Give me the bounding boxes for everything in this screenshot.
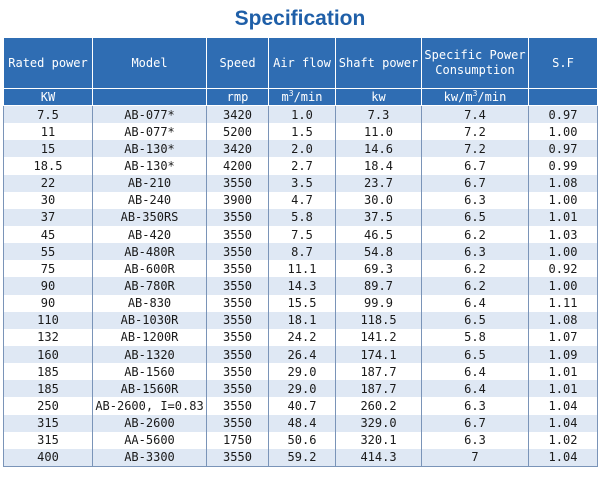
- table-body: [4, 106, 598, 467]
- table-row: [4, 260, 598, 277]
- sf-cell: 1.00: [529, 192, 598, 209]
- spc-cell: 6.5: [422, 346, 529, 363]
- shaft-power-cell: 414.3: [336, 449, 422, 467]
- rated-power-cell: 55: [4, 243, 93, 260]
- air-flow-cell: 29.0: [269, 363, 336, 380]
- speed-cell: 3550: [207, 415, 269, 432]
- table-row: [4, 346, 598, 363]
- spc-cell: 6.5: [422, 312, 529, 329]
- speed-cell: 3550: [207, 277, 269, 294]
- air-flow-cell: 14.3: [269, 277, 336, 294]
- air-flow-cell: 18.1: [269, 312, 336, 329]
- speed-cell: 3420: [207, 140, 269, 157]
- speed-cell: 3550: [207, 397, 269, 414]
- shaft-power-cell: 54.8: [336, 243, 422, 260]
- table-row: [4, 380, 598, 397]
- model-cell: AB-2600: [93, 415, 207, 432]
- table-row: [4, 123, 598, 140]
- speed-cell: 3550: [207, 329, 269, 346]
- spc-cell: 6.4: [422, 295, 529, 312]
- air-flow-cell: 24.2: [269, 329, 336, 346]
- sf-cell: 0.92: [529, 260, 598, 277]
- rated-power-cell: 75: [4, 260, 93, 277]
- rated-power-cell: 185: [4, 380, 93, 397]
- air-flow-cell: 59.2: [269, 449, 336, 467]
- speed-cell: 3900: [207, 192, 269, 209]
- table-row: [4, 397, 598, 414]
- speed-cell: 3550: [207, 295, 269, 312]
- speed-cell: 3550: [207, 243, 269, 260]
- rated-power-cell: 7.5: [4, 106, 93, 124]
- table-row: [4, 192, 598, 209]
- shaft-power-cell: 187.7: [336, 380, 422, 397]
- rated-power-cell: 315: [4, 415, 93, 432]
- sf-cell: 1.04: [529, 397, 598, 414]
- air-flow-cell: 26.4: [269, 346, 336, 363]
- shaft-power-cell: 174.1: [336, 346, 422, 363]
- shaft-power-cell: 11.0: [336, 123, 422, 140]
- table-row: [4, 226, 598, 243]
- speed-cell: 3550: [207, 175, 269, 192]
- rated-power-cell: 185: [4, 363, 93, 380]
- header-speed: Speed: [207, 38, 269, 89]
- sf-cell: 1.04: [529, 449, 598, 467]
- specification-table: [3, 37, 598, 467]
- unit-air-flow: [269, 89, 336, 106]
- rated-power-cell: 315: [4, 432, 93, 449]
- model-cell: AB-350RS: [93, 209, 207, 226]
- sf-cell: 1.00: [529, 243, 598, 260]
- rated-power-cell: 90: [4, 277, 93, 294]
- shaft-power-cell: 7.3: [336, 106, 422, 124]
- model-cell: AB-1560: [93, 363, 207, 380]
- header-shaft-power: Shaft power: [336, 38, 422, 89]
- sf-cell: 1.07: [529, 329, 598, 346]
- air-flow-cell: 15.5: [269, 295, 336, 312]
- speed-cell: 5200: [207, 123, 269, 140]
- sf-cell: 1.01: [529, 363, 598, 380]
- model-cell: AB-1560R: [93, 380, 207, 397]
- air-flow-cell: 11.1: [269, 260, 336, 277]
- spc-cell: 6.3: [422, 192, 529, 209]
- header-rated-power: Rated power: [4, 38, 93, 89]
- unit-spc-base: kw/m: [443, 90, 473, 104]
- spc-cell: 7.2: [422, 140, 529, 157]
- spc-cell: 6.7: [422, 415, 529, 432]
- model-cell: AB-780R: [93, 277, 207, 294]
- unit-air-flow-rest: /min: [293, 90, 323, 104]
- model-cell: AB-1030R: [93, 312, 207, 329]
- header-spc-line1: Specific Power: [424, 48, 526, 62]
- spc-cell: 6.7: [422, 175, 529, 192]
- spc-cell: 7.2: [422, 123, 529, 140]
- air-flow-cell: 29.0: [269, 380, 336, 397]
- model-cell: AB-600R: [93, 260, 207, 277]
- shaft-power-cell: 141.2: [336, 329, 422, 346]
- table-row: [4, 277, 598, 294]
- rated-power-cell: 110: [4, 312, 93, 329]
- sf-cell: 1.00: [529, 277, 598, 294]
- table-row: [4, 243, 598, 260]
- spc-cell: 6.7: [422, 157, 529, 174]
- unit-model: [93, 89, 207, 106]
- header-air-flow: Air flow: [269, 38, 336, 89]
- sf-cell: 0.97: [529, 106, 598, 124]
- sf-cell: 1.01: [529, 209, 598, 226]
- header-specific-power-consumption: [422, 38, 529, 89]
- table-row: [4, 106, 598, 124]
- rated-power-cell: 400: [4, 449, 93, 467]
- shaft-power-cell: 187.7: [336, 363, 422, 380]
- spc-cell: 6.3: [422, 432, 529, 449]
- table-row: [4, 157, 598, 174]
- air-flow-cell: 1.0: [269, 106, 336, 124]
- rated-power-cell: 18.5: [4, 157, 93, 174]
- model-cell: AA-5600: [93, 432, 207, 449]
- shaft-power-cell: 99.9: [336, 295, 422, 312]
- speed-cell: 4200: [207, 157, 269, 174]
- shaft-power-cell: 89.7: [336, 277, 422, 294]
- rated-power-cell: 30: [4, 192, 93, 209]
- model-cell: AB-830: [93, 295, 207, 312]
- table-row: [4, 295, 598, 312]
- unit-spc-exp: 3: [472, 89, 478, 98]
- spc-cell: 7.4: [422, 106, 529, 124]
- model-cell: AB-130*: [93, 140, 207, 157]
- sf-cell: 0.97: [529, 140, 598, 157]
- spc-cell: 6.2: [422, 260, 529, 277]
- air-flow-cell: 2.0: [269, 140, 336, 157]
- shaft-power-cell: 329.0: [336, 415, 422, 432]
- spc-cell: 6.3: [422, 397, 529, 414]
- model-cell: AB-3300: [93, 449, 207, 467]
- speed-cell: 1750: [207, 432, 269, 449]
- sf-cell: 1.03: [529, 226, 598, 243]
- spc-cell: 6.4: [422, 363, 529, 380]
- air-flow-cell: 4.7: [269, 192, 336, 209]
- header-row: [4, 38, 598, 89]
- shaft-power-cell: 18.4: [336, 157, 422, 174]
- table-row: [4, 209, 598, 226]
- rated-power-cell: 22: [4, 175, 93, 192]
- table-row: [4, 415, 598, 432]
- model-cell: AB-1320: [93, 346, 207, 363]
- model-cell: AB-130*: [93, 157, 207, 174]
- spc-cell: 6.4: [422, 380, 529, 397]
- table-row: [4, 432, 598, 449]
- speed-cell: 3420: [207, 106, 269, 124]
- shaft-power-cell: 69.3: [336, 260, 422, 277]
- table-row: [4, 449, 598, 467]
- table-row: [4, 363, 598, 380]
- unit-row: [4, 89, 598, 106]
- header-sf: S.F: [529, 38, 598, 89]
- speed-cell: 3550: [207, 260, 269, 277]
- shaft-power-cell: 23.7: [336, 175, 422, 192]
- shaft-power-cell: 118.5: [336, 312, 422, 329]
- spc-cell: 6.2: [422, 277, 529, 294]
- rated-power-cell: 11: [4, 123, 93, 140]
- sf-cell: 1.09: [529, 346, 598, 363]
- shaft-power-cell: 37.5: [336, 209, 422, 226]
- page-title: Specification: [234, 7, 366, 30]
- spc-cell: 5.8: [422, 329, 529, 346]
- air-flow-cell: 50.6: [269, 432, 336, 449]
- unit-air-flow-base: m: [281, 90, 289, 104]
- unit-speed: rmp: [207, 89, 269, 106]
- sf-cell: 1.04: [529, 415, 598, 432]
- rated-power-cell: 45: [4, 226, 93, 243]
- model-cell: AB-480R: [93, 243, 207, 260]
- model-cell: AB-077*: [93, 123, 207, 140]
- shaft-power-cell: 260.2: [336, 397, 422, 414]
- unit-air-flow-exp: 3: [288, 89, 294, 98]
- table-row: [4, 140, 598, 157]
- sf-cell: 1.00: [529, 123, 598, 140]
- speed-cell: 3550: [207, 346, 269, 363]
- shaft-power-cell: 30.0: [336, 192, 422, 209]
- speed-cell: 3550: [207, 380, 269, 397]
- header-spc-line2: Consumption: [435, 63, 515, 77]
- model-cell: AB-420: [93, 226, 207, 243]
- model-cell: AB-210: [93, 175, 207, 192]
- table-row: [4, 312, 598, 329]
- model-cell: AB-1200R: [93, 329, 207, 346]
- speed-cell: 3550: [207, 449, 269, 467]
- speed-cell: 3550: [207, 226, 269, 243]
- table-row: [4, 329, 598, 346]
- rated-power-cell: 132: [4, 329, 93, 346]
- air-flow-cell: 7.5: [269, 226, 336, 243]
- spc-cell: 7: [422, 449, 529, 467]
- header-model: Model: [93, 38, 207, 89]
- sf-cell: 1.01: [529, 380, 598, 397]
- shaft-power-cell: 320.1: [336, 432, 422, 449]
- shaft-power-cell: 14.6: [336, 140, 422, 157]
- spc-cell: 6.3: [422, 243, 529, 260]
- sf-cell: 1.08: [529, 312, 598, 329]
- air-flow-cell: 2.7: [269, 157, 336, 174]
- sf-cell: 0.99: [529, 157, 598, 174]
- air-flow-cell: 40.7: [269, 397, 336, 414]
- shaft-power-cell: 46.5: [336, 226, 422, 243]
- speed-cell: 3550: [207, 209, 269, 226]
- spc-cell: 6.2: [422, 226, 529, 243]
- rated-power-cell: 90: [4, 295, 93, 312]
- rated-power-cell: 37: [4, 209, 93, 226]
- sf-cell: 1.11: [529, 295, 598, 312]
- unit-shaft-power: kw: [336, 89, 422, 106]
- unit-spc-rest: /min: [477, 90, 507, 104]
- unit-spc: [422, 89, 529, 106]
- model-cell: AB-2600, I=0.83: [93, 397, 207, 414]
- air-flow-cell: 5.8: [269, 209, 336, 226]
- rated-power-cell: 250: [4, 397, 93, 414]
- rated-power-cell: 15: [4, 140, 93, 157]
- table-row: [4, 175, 598, 192]
- model-cell: AB-077*: [93, 106, 207, 124]
- speed-cell: 3550: [207, 312, 269, 329]
- sf-cell: 1.02: [529, 432, 598, 449]
- rated-power-cell: 160: [4, 346, 93, 363]
- speed-cell: 3550: [207, 363, 269, 380]
- unit-rated-power: KW: [4, 89, 93, 106]
- air-flow-cell: 8.7: [269, 243, 336, 260]
- air-flow-cell: 48.4: [269, 415, 336, 432]
- model-cell: AB-240: [93, 192, 207, 209]
- air-flow-cell: 1.5: [269, 123, 336, 140]
- sf-cell: 1.08: [529, 175, 598, 192]
- spc-cell: 6.5: [422, 209, 529, 226]
- air-flow-cell: 3.5: [269, 175, 336, 192]
- unit-sf: [529, 89, 598, 106]
